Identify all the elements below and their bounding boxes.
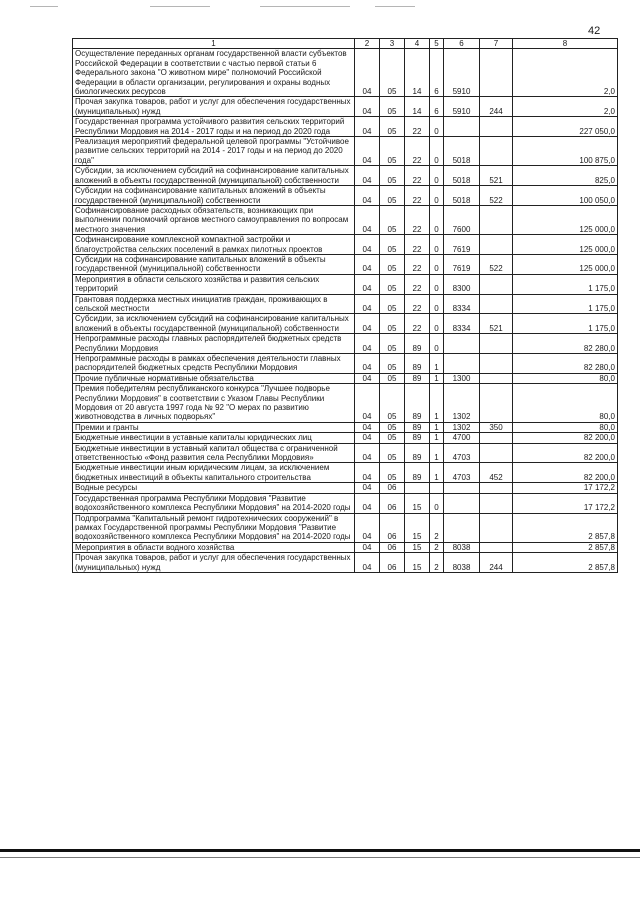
row-description: Водные ресурсы	[73, 483, 355, 493]
amount-value: 82 200,0	[513, 443, 618, 463]
column-header: 2	[355, 39, 380, 49]
section-code: 06	[380, 542, 405, 552]
table-row	[73, 254, 618, 274]
target-code	[444, 117, 480, 137]
table-header-row	[73, 39, 618, 49]
program-code: 14	[405, 97, 430, 117]
program-code: 22	[405, 274, 430, 294]
amount-value: 82 280,0	[513, 354, 618, 374]
expense-type-code: 452	[480, 463, 513, 483]
target-code: 4700	[444, 433, 480, 443]
subprogram-code: 0	[430, 314, 444, 334]
column-header: 6	[444, 39, 480, 49]
target-code: 8038	[444, 553, 480, 573]
subprogram-code: 6	[430, 49, 444, 97]
subprogram-code: 1	[430, 373, 444, 383]
target-code: 4703	[444, 443, 480, 463]
column-header: 8	[513, 39, 618, 49]
ministry-code: 04	[355, 493, 380, 513]
table-row	[73, 49, 618, 97]
expense-type-code	[480, 294, 513, 314]
table-row	[73, 422, 618, 432]
expense-type-code	[480, 443, 513, 463]
table-row	[73, 542, 618, 552]
target-code	[444, 354, 480, 374]
target-code: 5910	[444, 97, 480, 117]
subprogram-code: 2	[430, 513, 444, 542]
target-code: 1302	[444, 422, 480, 432]
program-code: 22	[405, 186, 430, 206]
section-code: 05	[380, 186, 405, 206]
row-description: Государственная программа устойчивого развития сельских территорий Республики Мордовия на 2014 - 2017 годы и на период до 2020 года	[73, 117, 355, 137]
table-row	[73, 553, 618, 573]
section-code: 05	[380, 294, 405, 314]
subprogram-code: 0	[430, 166, 444, 186]
ministry-code: 04	[355, 354, 380, 374]
expense-type-code	[480, 542, 513, 552]
ministry-code: 04	[355, 205, 380, 234]
program-code: 89	[405, 422, 430, 432]
expense-type-code	[480, 235, 513, 255]
subprogram-code: 0	[430, 205, 444, 234]
row-description: Прочие публичные нормативные обязательства	[73, 373, 355, 383]
target-code: 8038	[444, 542, 480, 552]
subprogram-code: 6	[430, 97, 444, 117]
subprogram-code: 1	[430, 443, 444, 463]
target-code: 7619	[444, 235, 480, 255]
ministry-code: 04	[355, 254, 380, 274]
expense-type-code	[480, 493, 513, 513]
program-code: 22	[405, 117, 430, 137]
target-code: 1300	[444, 373, 480, 383]
section-code: 05	[380, 334, 405, 354]
section-code: 05	[380, 254, 405, 274]
amount-value: 1 175,0	[513, 274, 618, 294]
row-description: Премия победителям республиканского конкурса "Лучшее подворье Республики Мордовия" в соответствии с Указом Главы Республики Мордовия от 20 августа 1997 года № 92 "О мерах по развитию животноводства в личных подворьях"	[73, 384, 355, 423]
table-row	[73, 493, 618, 513]
amount-value: 100 050,0	[513, 186, 618, 206]
program-code: 15	[405, 553, 430, 573]
amount-value: 80,0	[513, 373, 618, 383]
expense-type-code	[480, 137, 513, 166]
section-code: 05	[380, 463, 405, 483]
table-row	[73, 354, 618, 374]
bottom-border-line-thin	[0, 857, 640, 858]
row-description: Подпрограмма "Капитальный ремонт гидротехнических сооружений" в рамках Государственной программы Республики Мордовия "Развитие водохозяйственного комплекса Республики Мордовия" на 2014-2020 годы	[73, 513, 355, 542]
row-description: Софинансирование расходных обязательств, возникающих при выполнении полномочий органов местного самоуправления по вопросам местного значения	[73, 205, 355, 234]
row-description: Субсидии на софинансирование капитальных вложений в объекты государственной (муниципальной) собственности	[73, 254, 355, 274]
subprogram-code: 0	[430, 235, 444, 255]
subprogram-code: 1	[430, 422, 444, 432]
program-code: 89	[405, 463, 430, 483]
subprogram-code: 2	[430, 542, 444, 552]
program-code: 15	[405, 513, 430, 542]
column-header: 1	[73, 39, 355, 49]
subprogram-code	[430, 483, 444, 493]
table-row	[73, 443, 618, 463]
expense-type-code: 244	[480, 553, 513, 573]
column-header: 7	[480, 39, 513, 49]
amount-value: 2 857,8	[513, 553, 618, 573]
target-code: 8300	[444, 274, 480, 294]
ministry-code: 04	[355, 186, 380, 206]
row-description: Бюджетные инвестиции в уставные капиталы юридических лиц	[73, 433, 355, 443]
ministry-code: 04	[355, 117, 380, 137]
program-code: 22	[405, 294, 430, 314]
section-code: 06	[380, 513, 405, 542]
program-code: 22	[405, 137, 430, 166]
program-code: 89	[405, 443, 430, 463]
column-header: 3	[380, 39, 405, 49]
program-code: 89	[405, 384, 430, 423]
amount-value: 227 050,0	[513, 117, 618, 137]
expense-type-code	[480, 384, 513, 423]
section-code: 05	[380, 205, 405, 234]
expense-type-code: 350	[480, 422, 513, 432]
expense-type-code	[480, 205, 513, 234]
amount-value: 2 857,8	[513, 513, 618, 542]
amount-value: 82 200,0	[513, 463, 618, 483]
target-code: 4703	[444, 463, 480, 483]
table-row	[73, 274, 618, 294]
row-description: Бюджетные инвестиции иным юридическим лицам, за исключением бюджетных инвестиций в объекты капитального строительства	[73, 463, 355, 483]
subprogram-code: 0	[430, 274, 444, 294]
amount-value: 825,0	[513, 166, 618, 186]
row-description: Осуществление переданных органам государственной власти субъектов Российской Федерации в соответствии с частью первой статьи 6 Федерального закона "О животном мире" полномочий Российской Федерации в области организации, регулирования и охраны водных биологических ресурсов	[73, 49, 355, 97]
target-code: 8334	[444, 314, 480, 334]
expense-type-code	[480, 373, 513, 383]
amount-value: 1 175,0	[513, 314, 618, 334]
table-row	[73, 205, 618, 234]
row-description: Субсидии на софинансирование капитальных вложений в объекты государственной (муниципальной) собственности	[73, 186, 355, 206]
program-code: 89	[405, 373, 430, 383]
program-code: 22	[405, 166, 430, 186]
subprogram-code: 0	[430, 294, 444, 314]
expense-type-code	[480, 354, 513, 374]
bottom-border-line	[0, 849, 640, 852]
section-code: 05	[380, 235, 405, 255]
row-description: Субсидии, за исключением субсидий на софинансирование капитальных вложений в объекты государственной (муниципальной) собственности	[73, 314, 355, 334]
table-row	[73, 97, 618, 117]
expense-type-code	[480, 117, 513, 137]
ministry-code: 04	[355, 274, 380, 294]
subprogram-code: 1	[430, 384, 444, 423]
target-code: 5018	[444, 186, 480, 206]
subprogram-code: 1	[430, 354, 444, 374]
subprogram-code: 2	[430, 553, 444, 573]
ministry-code: 04	[355, 384, 380, 423]
expense-type-code	[480, 483, 513, 493]
amount-value: 125 000,0	[513, 205, 618, 234]
budget-table	[72, 38, 618, 573]
ministry-code: 04	[355, 513, 380, 542]
row-description: Непрограммные расходы главных распорядителей бюджетных средств Республики Мордовия	[73, 334, 355, 354]
section-code: 05	[380, 49, 405, 97]
program-code: 22	[405, 314, 430, 334]
section-code: 05	[380, 354, 405, 374]
table-row	[73, 117, 618, 137]
amount-value: 100 875,0	[513, 137, 618, 166]
target-code: 5018	[444, 166, 480, 186]
ministry-code: 04	[355, 443, 380, 463]
program-code: 15	[405, 542, 430, 552]
amount-value: 80,0	[513, 422, 618, 432]
table-row	[73, 166, 618, 186]
program-code: 89	[405, 433, 430, 443]
ministry-code: 04	[355, 433, 380, 443]
expense-type-code: 522	[480, 186, 513, 206]
expense-type-code	[480, 513, 513, 542]
row-description: Прочая закупка товаров, работ и услуг для обеспечения государственных (муниципальных) нужд	[73, 97, 355, 117]
target-code: 1302	[444, 384, 480, 423]
section-code: 05	[380, 443, 405, 463]
table-row	[73, 294, 618, 314]
table-row	[73, 433, 618, 443]
table-row	[73, 235, 618, 255]
table-row	[73, 137, 618, 166]
expense-type-code	[480, 49, 513, 97]
section-code: 05	[380, 117, 405, 137]
amount-value: 2,0	[513, 49, 618, 97]
section-code: 06	[380, 553, 405, 573]
program-code: 22	[405, 205, 430, 234]
program-code: 89	[405, 334, 430, 354]
expense-type-code: 522	[480, 254, 513, 274]
ministry-code: 04	[355, 314, 380, 334]
target-code	[444, 483, 480, 493]
subprogram-code: 0	[430, 334, 444, 354]
program-code: 22	[405, 254, 430, 274]
ministry-code: 04	[355, 553, 380, 573]
ministry-code: 04	[355, 373, 380, 383]
program-code	[405, 483, 430, 493]
row-description: Непрограммные расходы в рамках обеспечения деятельности главных распорядителей бюджетных средств Республики Мордовия	[73, 354, 355, 374]
expense-type-code: 521	[480, 314, 513, 334]
ministry-code: 04	[355, 166, 380, 186]
expense-type-code	[480, 334, 513, 354]
ministry-code: 04	[355, 49, 380, 97]
row-description: Мероприятия в области сельского хозяйства и развития сельских территорий	[73, 274, 355, 294]
subprogram-code: 0	[430, 117, 444, 137]
amount-value: 2 857,8	[513, 542, 618, 552]
section-code: 06	[380, 483, 405, 493]
program-code: 14	[405, 49, 430, 97]
amount-value: 82 280,0	[513, 334, 618, 354]
table-body	[73, 49, 618, 573]
program-code: 15	[405, 493, 430, 513]
ministry-code: 04	[355, 542, 380, 552]
table-row	[73, 186, 618, 206]
section-code: 05	[380, 97, 405, 117]
target-code: 7600	[444, 205, 480, 234]
row-description: Реализация мероприятий федеральной целевой программы "Устойчивое развитие сельских территорий на 2014 - 2017 годы и на период до 2020 года"	[73, 137, 355, 166]
amount-value: 80,0	[513, 384, 618, 423]
row-description: Субсидии, за исключением субсидий на софинансирование капитальных вложений в объекты государственной (муниципальной) собственности	[73, 166, 355, 186]
amount-value: 82 200,0	[513, 433, 618, 443]
expense-type-code	[480, 274, 513, 294]
expense-type-code	[480, 433, 513, 443]
table-row	[73, 314, 618, 334]
amount-value: 2,0	[513, 97, 618, 117]
section-code: 05	[380, 422, 405, 432]
expense-type-code: 521	[480, 166, 513, 186]
row-description: Государственная программа Республики Мордовия "Развитие водохозяйственного комплекса Республики Мордовия" на 2014-2020 годы	[73, 493, 355, 513]
subprogram-code: 1	[430, 463, 444, 483]
row-description: Прочая закупка товаров, работ и услуг для обеспечения государственных (муниципальных) нужд	[73, 553, 355, 573]
table-row	[73, 463, 618, 483]
target-code	[444, 334, 480, 354]
subprogram-code: 0	[430, 137, 444, 166]
section-code: 05	[380, 373, 405, 383]
column-header: 5	[430, 39, 444, 49]
target-code: 7619	[444, 254, 480, 274]
table-row	[73, 334, 618, 354]
amount-value: 125 000,0	[513, 254, 618, 274]
ministry-code: 04	[355, 97, 380, 117]
section-code: 06	[380, 493, 405, 513]
program-code: 22	[405, 235, 430, 255]
section-code: 05	[380, 274, 405, 294]
target-code: 5910	[444, 49, 480, 97]
column-header: 4	[405, 39, 430, 49]
ministry-code: 04	[355, 463, 380, 483]
amount-value: 17 172,2	[513, 493, 618, 513]
section-code: 05	[380, 314, 405, 334]
target-code	[444, 513, 480, 542]
table-row	[73, 373, 618, 383]
section-code: 05	[380, 384, 405, 423]
target-code: 5018	[444, 137, 480, 166]
amount-value: 125 000,0	[513, 235, 618, 255]
subprogram-code: 1	[430, 433, 444, 443]
section-code: 05	[380, 137, 405, 166]
ministry-code: 04	[355, 422, 380, 432]
row-description: Мероприятия в области водного хозяйства	[73, 542, 355, 552]
amount-value: 17 172,2	[513, 483, 618, 493]
expense-type-code: 244	[480, 97, 513, 117]
program-code: 89	[405, 354, 430, 374]
row-description: Бюджетные инвестиции в уставный капитал общества с ограниченной ответственностью «Фонд развития села Республики Мордовия»	[73, 443, 355, 463]
target-code: 8334	[444, 294, 480, 314]
row-description: Премии и гранты	[73, 422, 355, 432]
target-code	[444, 493, 480, 513]
ministry-code: 04	[355, 334, 380, 354]
section-code: 05	[380, 166, 405, 186]
ministry-code: 04	[355, 137, 380, 166]
ministry-code: 04	[355, 483, 380, 493]
subprogram-code: 0	[430, 493, 444, 513]
subprogram-code: 0	[430, 254, 444, 274]
amount-value: 1 175,0	[513, 294, 618, 314]
scan-top-marks	[30, 2, 450, 10]
section-code: 05	[380, 433, 405, 443]
ministry-code: 04	[355, 235, 380, 255]
table-row	[73, 513, 618, 542]
row-description: Грантовая поддержка местных инициатив граждан, проживающих в сельской местности	[73, 294, 355, 314]
ministry-code: 04	[355, 294, 380, 314]
page-number: 42	[588, 25, 601, 37]
subprogram-code: 0	[430, 186, 444, 206]
table-row	[73, 483, 618, 493]
table-row	[73, 384, 618, 423]
row-description: Софинансирование комплексной компактной застройки и благоустройства сельских поселений в рамках пилотных проектов	[73, 235, 355, 255]
